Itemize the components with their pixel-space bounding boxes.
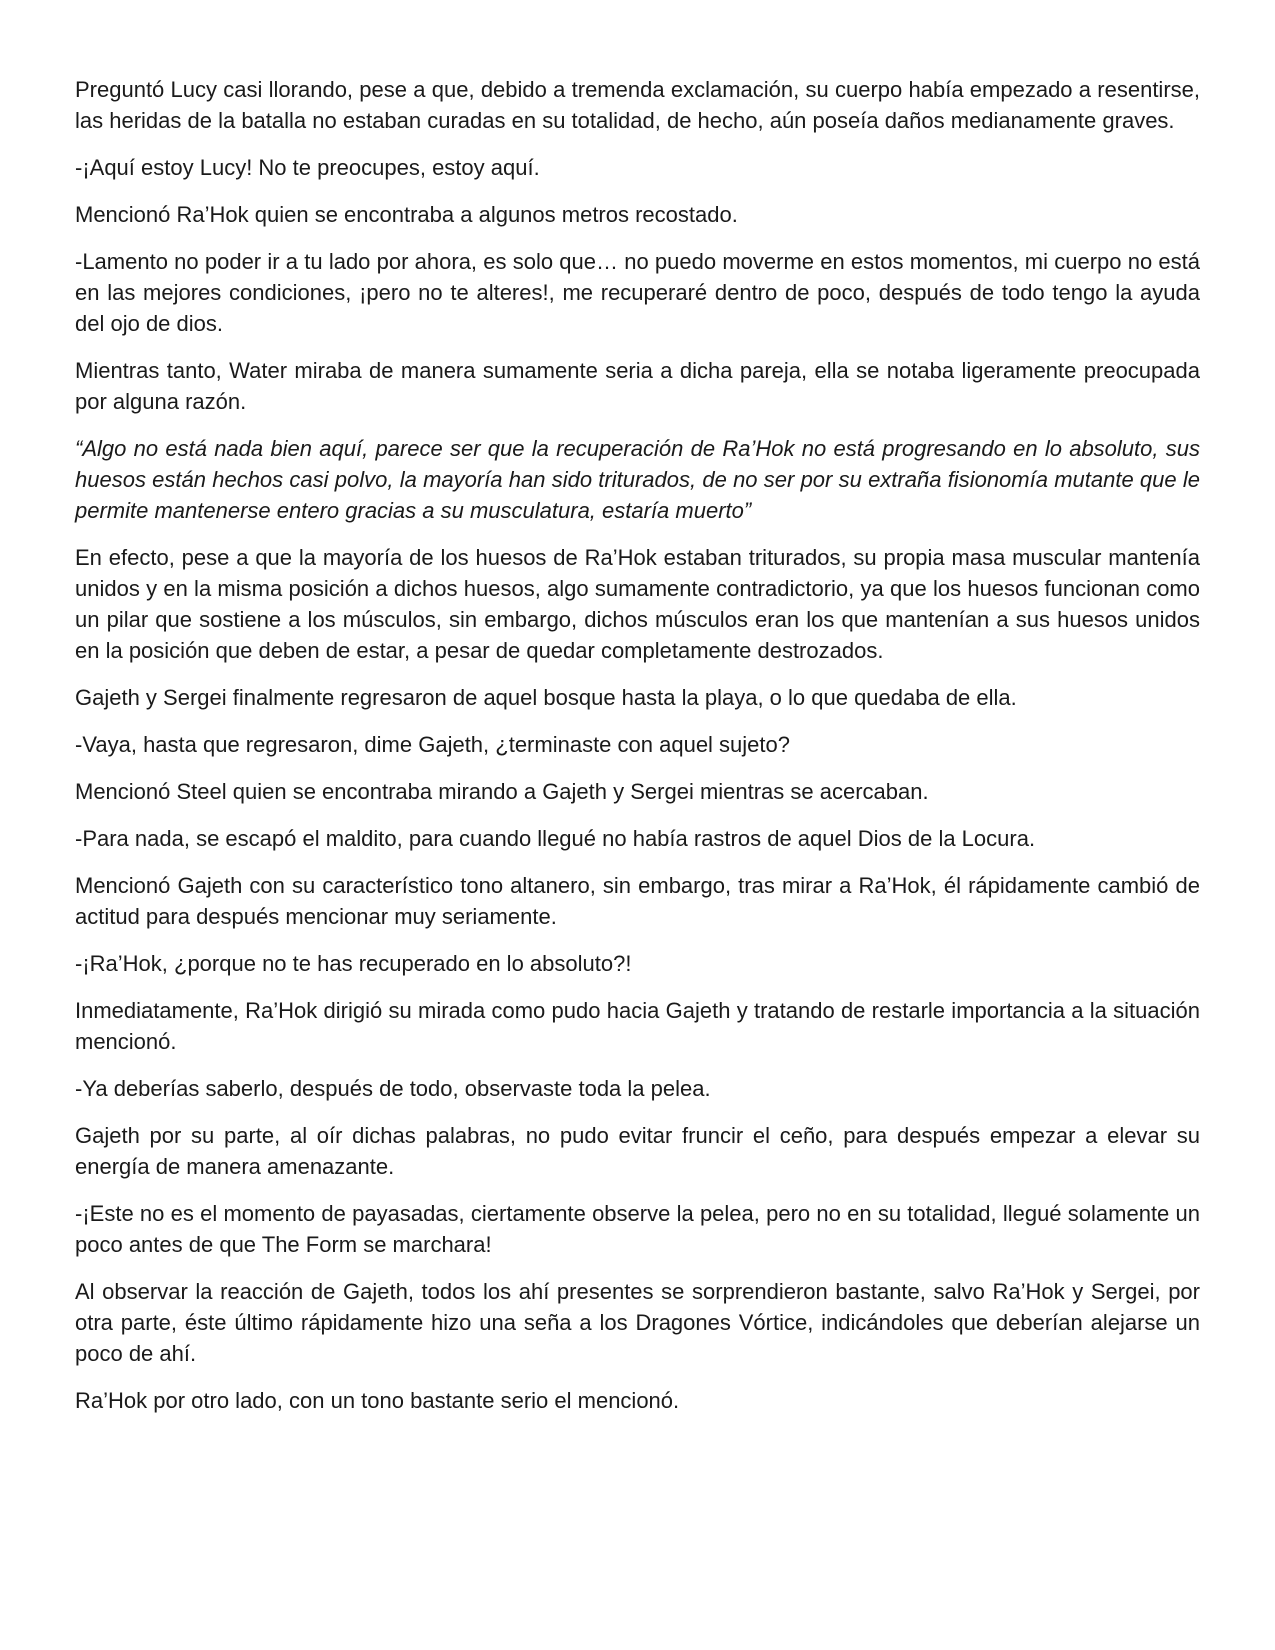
paragraph: -Ya deberías saberlo, después de todo, observaste toda la pelea. [75,1076,711,1101]
paragraph: En efecto, pese a que la mayoría de los huesos de Ra’Hok estaban triturados, su propia masa muscular mantenía unidos y en la misma posición a dichos huesos, algo sumamente contradictorio, ya que los huesos funcionan como un pilar que sostiene a los músculos, sin embargo, dichos músculos eran los que mantenían a sus huesos unidos en la posición que deben de estar, a pesar de quedar completamente destrozados. [75,545,1200,663]
paragraph: -¡Aquí estoy Lucy! No te preocupes, estoy aquí. [75,155,540,180]
paragraph: Mientras tanto, Water miraba de manera sumamente seria a dicha pareja, ella se notaba ligeramente preocupada por alguna razón. [75,358,1200,414]
paragraph: -¡Ra’Hok, ¿porque no te has recuperado en lo absoluto?! [75,951,632,976]
paragraph: Inmediatamente, Ra’Hok dirigió su mirada como pudo hacia Gajeth y tratando de restarle importancia a la situación mencionó. [75,998,1200,1054]
paragraph: Gajeth y Sergei finalmente regresaron de aquel bosque hasta la playa, o lo que quedaba de ella. [75,685,1017,710]
paragraph: -¡Este no es el momento de payasadas, ciertamente observe la pelea, pero no en su totalidad, llegué solamente un poco antes de que The Form se marchara! [75,1201,1200,1257]
paragraph: -Lamento no poder ir a tu lado por ahora, es solo que… no puedo moverme en estos momentos, mi cuerpo no está en las mejores condiciones, ¡pero no te alteres!, me recuperaré dentro de poco, después de todo tengo la ayuda del ojo de dios. [75,249,1200,336]
paragraph-italic-thought: “Algo no está nada bien aquí, parece ser que la recuperación de Ra’Hok no está progresando en lo absoluto, sus huesos están hechos casi polvo, la mayoría han sido triturados, de no ser por su extraña fisionomía mutante que le permite mantenerse entero gracias a su musculatura, estaría muerto” [75,436,1200,523]
paragraph: Mencionó Gajeth con su característico tono altanero, sin embargo, tras mirar a Ra’Hok, él rápidamente cambió de actitud para después mencionar muy seriamente. [75,873,1200,929]
paragraph: -Para nada, se escapó el maldito, para cuando llegué no había rastros de aquel Dios de la Locura. [75,826,1036,851]
paragraph: Mencionó Steel quien se encontraba mirando a Gajeth y Sergei mientras se acercaban. [75,779,929,804]
paragraph: Al observar la reacción de Gajeth, todos los ahí presentes se sorprendieron bastante, salvo Ra’Hok y Sergei, por otra parte, éste último rápidamente hizo una seña a los Dragones Vórtice, indicándoles que deberían alejarse un poco de ahí. [75,1279,1200,1366]
document-body [75,74,1200,1432]
paragraph: Mencionó Ra’Hok quien se encontraba a algunos metros recostado. [75,202,738,227]
paragraph: Gajeth por su parte, al oír dichas palabras, no pudo evitar fruncir el ceño, para después empezar a elevar su energía de manera amenazante. [75,1123,1200,1179]
paragraph: -Vaya, hasta que regresaron, dime Gajeth, ¿terminaste con aquel sujeto? [75,732,790,757]
paragraph: Ra’Hok por otro lado, con un tono bastante serio el mencionó. [75,1388,680,1413]
paragraph: Preguntó Lucy casi llorando, pese a que, debido a tremenda exclamación, su cuerpo había empezado a resentirse, las heridas de la batalla no estaban curadas en su totalidad, de hecho, aún poseía daños medianamente graves. [75,77,1200,133]
